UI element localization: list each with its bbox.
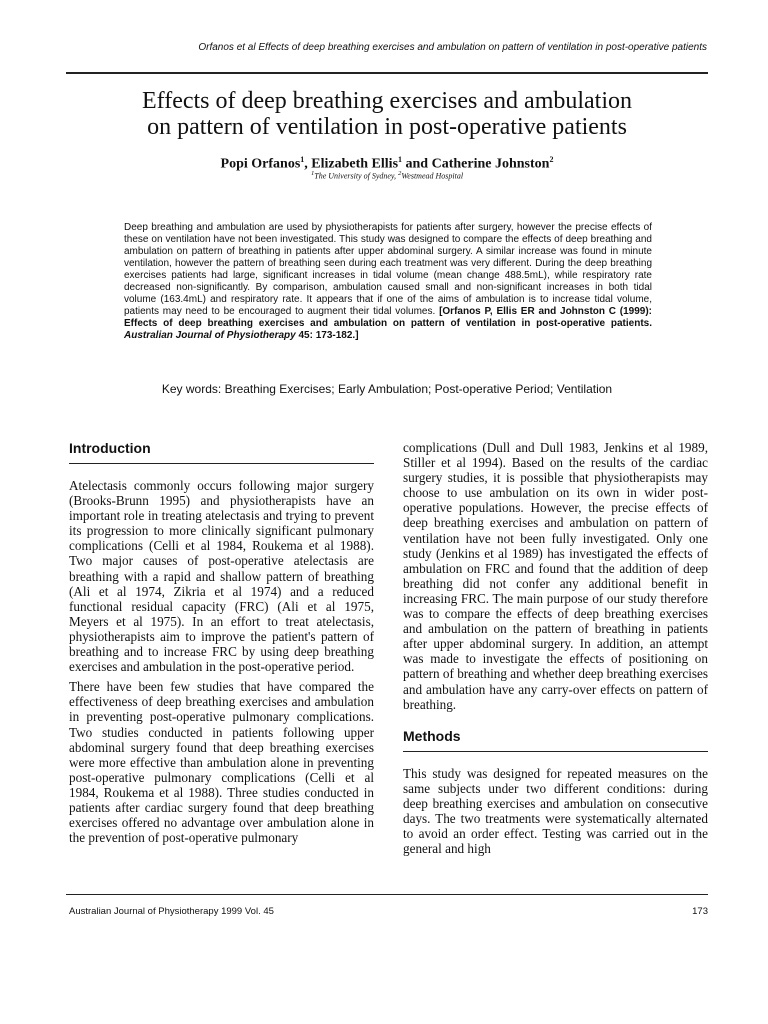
page-footer [69,906,708,917]
paragraph: There have been few studies that have compared the effectiveness of deep breathing exercises and ambulation in preventing post-operative pulmonary complications. Two studies conducted in patients following upper abdominal surgery found that deep breathing exercises were more effective than ambulation alone in preventing post-operative pulmonary complications (Celli et al 1984, Roukema et al 1988). Three studies conducted in patients after cardiac surgery found that deep breathing exercises offered no advantage over ambulation alone in the prevention of post-operative pulmonary [69,679,374,846]
affiliation-mark: 2 [398,170,402,177]
author-affiliation-mark: 2 [549,155,554,164]
title-line-2: on pattern of ventilation in post-operative patients [147,114,627,140]
paragraph: This study was designed for repeated measures on the same subjects under two different conditions: during deep breathing exercises and ambulation on consecutive days. The two treatments were systematically alternated to avoid an order effect. Testing was carried out in the general and high [403,765,708,857]
running-head: Orfanos et al Effects of deep breathing exercises and ambulation on pattern of ventilation in post-operative patients [198,42,707,53]
abstract-body: Deep breathing and ambulation are used by physiotherapists for patients after surgery, however the precise effects of these on ventilation have not been investigated. This study was designed to compare the effects of deep breathing and ambulation on pattern of breathing in patients after upper abdominal surgery. A similar increase was found in minute ventilation, however the pattern of breathing seen during each treatment was very different. During the deep breathing exercises patients had large, significant increases in tidal volume (mean change 488.5mL), while respiratory rate decreased non-significantly. By comparison, ambulation caused small and non-significant increases in both tidal volume (163.4mL) and respiratory rate. It appears that if one of the aims of ambulation is to increase tidal volume, patients may need to be encouraged to augment their tidal volumes. [124,222,652,317]
author-affiliation-mark: 1 [398,155,403,164]
footer-rule [66,894,708,895]
methods-heading: Methods [403,727,461,744]
paragraph: Atelectasis commonly occurs following major surgery (Brooks-Brunn 1995) and physiotherapists have an important role in treating atelectasis and trying to prevent its progression to more clinically significant pulmonary complications (Celli et al 1984, Roukema et al 1988). Two major causes of post-operative atelectasis are breathing with a rapid and shallow pattern of breathing (Ali et al 1974, Zikria et al 1974) and a reduced functional residual capacity (FRC) (Ali et al 1975, Meyers et al 1975). In an effort to treat atelectasis, physiotherapists aim to improve the patient's pattern of breathing and to increase FRC by using deep breathing exercises and ambulation in the post-operative period. [69,478,374,675]
affiliation-text: The University of Sydney, [314,171,399,181]
paragraph: complications (Dull and Dull 1983, Jenkins et al 1989, Stiller et al 1994). Based on the results of the cardiac surgery studies, it is possible that physiotherapists may choose to use ambulation on its own in wider post-operative populations. However, the precise effects of deep breathing exercises and ambulation on pattern of ventilation have not been fully investigated. Only one study (Jenkins et al 1989) has investigated the effects of ambulation on FRC and found that the addition of deep breathing did not confer any additional benefit in increasing FRC. The main purpose of our study therefore was to compare the effects of deep breathing exercises and ambulation on the pattern of breathing in patients after upper abdominal surgery. In addition, an attempt was made to investigate the effects of positioning on pattern of breathing and whether deep breathing exercises and ambulation have any carry-over effects on pattern of breathing. [403,440,709,712]
author-name: , Elizabeth Ellis [304,156,399,172]
footer-journal: Australian Journal of Physiotherapy 1999 Vol. 45 [69,906,274,917]
abstract-reference: 45: 173-182.] [295,330,359,341]
abstract-citation: [Orfanos P, Ellis ER and Johnston C (1999): Effects of deep breathing exercises and ambulation on pattern of ventilation in post-operative patients. [124,306,653,329]
affiliations [66,170,708,181]
section-rule [69,463,374,464]
header-rule [66,72,708,74]
keywords: Key words: Breathing Exercises; Early Ambulation; Post-operative Period; Ventilation [161,382,613,396]
introduction-heading: Introduction [69,440,151,456]
left-column [69,440,374,845]
author-name: and Catherine Johnston [402,156,550,172]
right-column [403,440,708,856]
author-name: Popi Orfanos [220,156,301,172]
section-rule [403,751,708,752]
affiliation-text: Westmead Hospital [401,171,464,181]
abstract-journal: Australian Journal of Physiotherapy [124,330,296,341]
page-number: 173 [692,906,708,917]
author-affiliation-mark: 1 [300,155,305,164]
affiliation-mark: 1 [310,170,315,177]
title-line-1: Effects of deep breathing exercises and ambulation [141,88,633,114]
article-title [66,88,708,140]
abstract [124,222,652,342]
